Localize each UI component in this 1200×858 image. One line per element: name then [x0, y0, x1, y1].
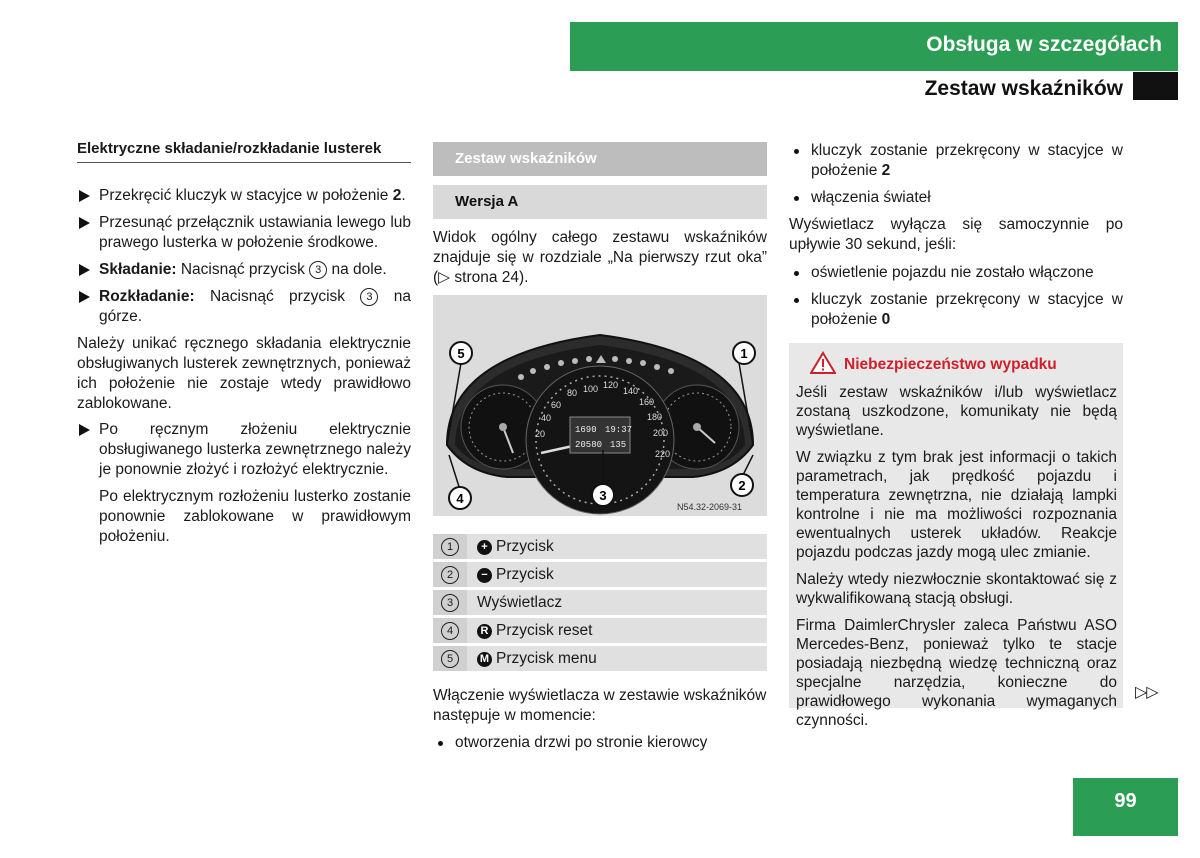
display-bottom: 20580: [575, 440, 603, 450]
callout-5: 5: [457, 346, 465, 361]
legend-label: [477, 562, 554, 587]
arrow-icon: [79, 424, 90, 436]
bullet-text: kluczyk zostanie przekręcony w stacyjce w położenie: [811, 142, 1123, 179]
legend-text: Przycisk: [496, 538, 554, 555]
instrument-cluster-figure: [433, 295, 767, 516]
legend-row: [433, 562, 767, 587]
intro-ref: (▷ strona 24).: [433, 269, 529, 286]
legend-num-circle: 3: [441, 594, 459, 612]
version-head: Wersja A: [433, 185, 767, 219]
speed-label: 100: [583, 384, 599, 394]
legend-num-circle: 5: [441, 650, 459, 668]
auto-off-text: Wyświetlacz wyłącza się samoczynnie po upływie 30 sekund, jeśli:: [789, 216, 1123, 253]
subsection-title: Zestaw wskaźników: [924, 77, 1123, 100]
legend-text: Przycisk menu: [496, 650, 597, 667]
step-1-end: .: [401, 187, 406, 204]
legend-text: Przycisk: [496, 566, 554, 583]
legend-row: [433, 534, 767, 559]
intro-body: Widok ogólny całego zestawu wskaźników znajduje się w rozdziale „Na pierwszy rzut oka”: [433, 229, 767, 266]
speed-label: 200: [653, 428, 669, 438]
continue-arrows-icon: ▷▷: [1135, 684, 1158, 701]
bullet-text: kluczyk zostanie przekręcony w stacyjce w położenie: [811, 291, 1123, 328]
page-number: 99: [1073, 778, 1178, 836]
arrow-icon: [79, 291, 90, 303]
activation-text: Włączenie wyświetlacza w zestawie wskaźników następuje w momencie:: [433, 687, 767, 724]
bullet-text: otworzenia drzwi po stronie kierowcy: [455, 734, 708, 751]
step-4-label: Rozkładanie:: [99, 288, 195, 305]
intro-text: [433, 228, 767, 288]
legend-row: [433, 618, 767, 643]
callout-ref: 3: [360, 288, 378, 306]
legend-row: [433, 590, 767, 615]
warning-triangle-icon: [810, 351, 836, 375]
step-5: [77, 420, 411, 480]
speed-label: 120: [603, 380, 619, 390]
left-paragraph: Należy unikać ręcznego składania elektrycznie obsługiwanych lusterek zewnętrznych, ponieważ ich położenie nie zostaje wtedy prawidłowo zablokowane.: [77, 335, 411, 412]
legend-num: [433, 562, 467, 587]
step-5-text: Po ręcznym złożeniu elektrycznie obsługiwanego lusterka zewnętrznego należy je ponownie złożyć i rozłożyć elektrycznie.: [99, 421, 411, 478]
bullet-text: oświetlenie pojazdu nie zostało włączone: [811, 264, 1094, 281]
legend-label: [477, 590, 562, 615]
speed-label: 140: [623, 386, 639, 396]
legend-num-circle: 2: [441, 566, 459, 584]
step-4-end: na górze.: [99, 288, 411, 325]
step-4: [77, 287, 411, 327]
step-1-position: 2: [392, 187, 402, 204]
figure-code: N54.32-2069-31: [677, 502, 743, 512]
bullet-dot: [794, 149, 799, 154]
speed-label: 60: [551, 400, 562, 410]
display-top: 1690: [575, 425, 597, 435]
step-3: [77, 260, 411, 280]
speed-label: 40: [541, 413, 552, 423]
legend-text: Wyświetlacz: [477, 594, 563, 611]
step-3-text: Nacisnąć przycisk: [176, 261, 310, 278]
cluster-illustration: [433, 295, 767, 516]
bullet-position: 0: [881, 311, 891, 328]
warning-paragraph: Należy wtedy niezwłocznie skontaktować się z wykwalifikowaną stacją obsługi.: [796, 571, 1117, 607]
bullet-dot: [438, 741, 443, 746]
bullet-dot: [794, 271, 799, 276]
legend-num-circle: 4: [441, 622, 459, 640]
bullet-dot: [794, 196, 799, 201]
legend-num: [433, 618, 467, 643]
speed-label: 180: [647, 412, 663, 422]
step-3-label: Składanie:: [99, 261, 177, 278]
bullet-item: [789, 141, 1123, 181]
step-1-text: Przekręcić kluczyk w stacyjce w położenie: [99, 187, 393, 204]
step-4-text: Nacisnąć przycisk: [194, 288, 361, 305]
legend-num: [433, 590, 467, 615]
plus-icon: +: [477, 540, 492, 555]
bullet-item: [789, 290, 1123, 330]
legend-num: [433, 646, 467, 671]
legend-row: [433, 646, 767, 671]
left-heading: Elektryczne składanie/rozkładanie lusterek: [77, 140, 411, 163]
step-2-text: Przesunąć przełącznik ustawiania lewego lub prawego lusterka w położenie środkowe.: [99, 214, 411, 251]
bullet-item: [789, 263, 1123, 283]
legend-num: [433, 534, 467, 559]
legend-label: [477, 534, 554, 559]
arrow-icon: [79, 217, 90, 229]
section-head: Zestaw wskaźników: [433, 142, 767, 176]
step-2: [77, 213, 411, 253]
menu-icon: M: [477, 652, 492, 667]
callout-4: 4: [456, 491, 464, 506]
warning-paragraph: W związku z tym brak jest informacji o takich parametrach, jak prędkość pojazdu i temperatura zewnętrzna, nie działają lampki kontrolne i nie ma możliwości rozpoznania ewentualnych usterek układów. Reakcje pojazdu podczas jazdy mogą ulec zmianie.: [796, 449, 1117, 561]
callout-3: 3: [599, 488, 607, 503]
speed-label: 160: [639, 397, 655, 407]
bullet-item: [789, 188, 1123, 208]
callout-1: 1: [740, 346, 748, 361]
display-trip: 135: [610, 440, 627, 450]
speed-label: 20: [535, 429, 546, 439]
speed-label: 220: [655, 449, 671, 459]
warning-title-text: Niebezpieczeństwo wypadku: [844, 356, 1057, 373]
reset-icon: R: [477, 624, 492, 639]
step-1: [77, 186, 411, 206]
bullet-position: 2: [881, 162, 891, 179]
warning-title: [796, 355, 1117, 383]
left-paragraph-2: Po elektrycznym rozłożeniu lusterko zostanie ponownie zablokowane w prawidłowym położeniu.: [99, 488, 411, 545]
warning-paragraph: Firma DaimlerChrysler zaleca Państwu ASO Mercedes-Benz, ponieważ tylko te stacje posiadają niezbędną wiedzę techniczną oraz specjalne narzędzia, konieczne do prawidłowego wykonania wymaganych czynności.: [796, 617, 1117, 729]
legend-label: [477, 646, 597, 671]
warning-paragraph: Jeśli zestaw wskaźników i/lub wyświetlacz zostaną uszkodzone, komunikaty nie będą wyświetlane.: [796, 384, 1117, 439]
step-3-end: na dole.: [327, 261, 387, 278]
legend-label: [477, 618, 592, 643]
bullet-text: włączenia świateł: [811, 189, 931, 206]
arrow-icon: [79, 190, 90, 202]
legend-num-circle: 1: [441, 538, 459, 556]
display-clock: 19:37: [605, 425, 633, 435]
legend-text: Przycisk reset: [496, 622, 593, 639]
speed-label: 80: [567, 388, 578, 398]
section-title: Obsługa w szczegółach: [926, 33, 1162, 56]
subsection-marker: [1133, 72, 1178, 100]
minus-icon: −: [477, 568, 492, 583]
warning-box: [789, 343, 1123, 729]
callout-2: 2: [738, 478, 746, 493]
bullet-item: [433, 733, 767, 753]
callout-ref: 3: [309, 261, 327, 279]
arrow-icon: [79, 264, 90, 276]
bullet-dot: [794, 298, 799, 303]
